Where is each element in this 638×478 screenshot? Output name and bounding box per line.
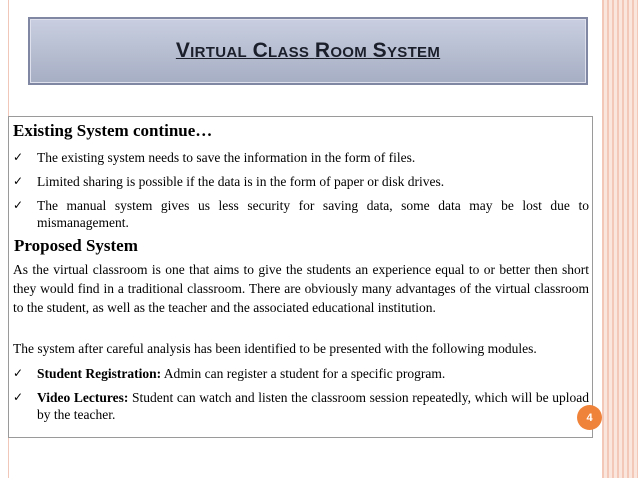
bullet-text: Limited sharing is possible if the data is in the form of paper or disk drives. <box>37 174 445 189</box>
title-word-2-rest: LASS <box>268 44 310 61</box>
title-word-1-rest: IRTUAL <box>190 44 247 61</box>
check-mark-icon: ✓ <box>13 174 24 188</box>
module-text: Student can watch and listen the classroom session repeatedly, which will be upload by the teacher. <box>37 390 590 422</box>
modules-list <box>13 365 589 423</box>
page-number-badge: 4 <box>577 405 602 430</box>
list-item <box>13 197 589 231</box>
title-banner <box>28 17 588 85</box>
decorative-stripes <box>602 0 638 478</box>
proposed-system-heading: Proposed System <box>14 236 138 255</box>
list-item <box>13 173 589 190</box>
proposed-paragraph-1: As the virtual classroom is one that aims to give the students an experience equal to or better then short they would find in a traditional classroom. There are obviously many advantages of the virtual classroom to the student, as well as the teacher and the associated educational institution. <box>13 262 589 315</box>
list-item <box>13 365 589 382</box>
module-text: Admin can register a student for a specific program. <box>161 366 446 381</box>
module-name: Student Registration: <box>37 366 162 381</box>
check-mark-icon: ✓ <box>13 150 24 164</box>
check-mark-icon: ✓ <box>13 366 24 380</box>
check-mark-icon: ✓ <box>13 198 24 212</box>
existing-system-heading: Existing System continue… <box>13 121 213 140</box>
title-word-3-initial: R <box>314 39 331 62</box>
title-word-4-rest: YSTEM <box>386 44 441 61</box>
content-box <box>8 116 593 438</box>
proposed-paragraph-2: The system after careful analysis has been identified to be presented with the following modules. <box>13 341 537 356</box>
slide-title <box>176 39 440 63</box>
list-item <box>13 149 589 166</box>
title-word-2-initial: C <box>252 39 269 62</box>
title-word-1-initial: V <box>175 39 191 62</box>
bullet-text: The existing system needs to save the information in the form of files. <box>37 150 416 165</box>
existing-bullet-list <box>13 149 589 231</box>
title-word-4-initial: S <box>372 39 387 62</box>
bullet-text: The manual system gives us less security for saving data, some data may be lost due to mismanagement. <box>37 198 589 230</box>
list-item <box>13 389 589 423</box>
module-name: Video Lectures: <box>37 390 129 405</box>
check-mark-icon: ✓ <box>13 390 24 404</box>
title-word-3-rest: OOM <box>330 44 368 61</box>
